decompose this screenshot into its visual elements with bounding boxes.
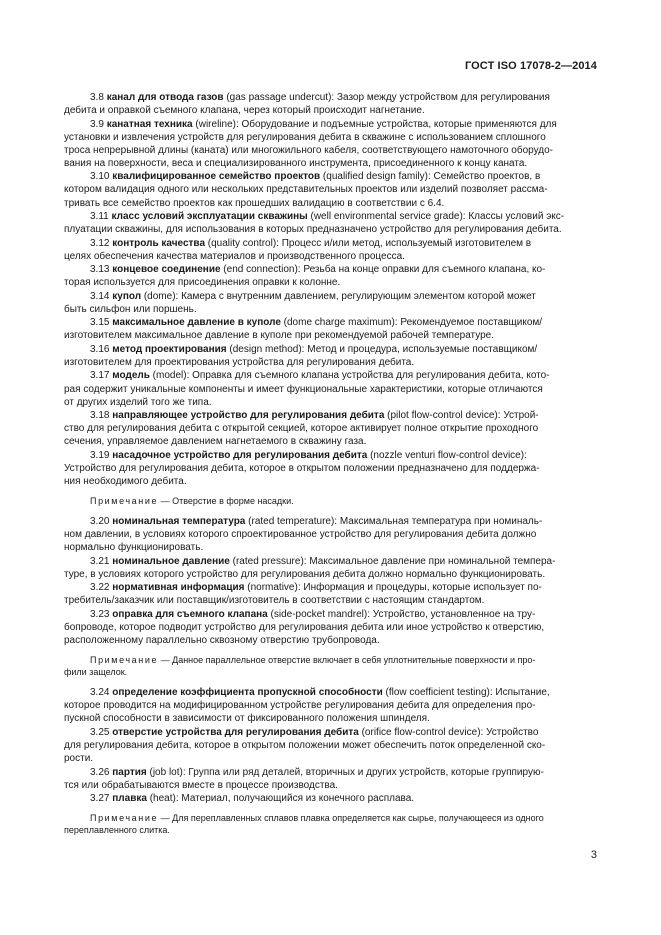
term-number: 3.20 [90, 516, 113, 528]
definition-entry [64, 766, 597, 792]
note-label: Примечание [90, 655, 159, 666]
definition-line: целях обеспечения качества материалов и производственного процесса. [64, 250, 405, 262]
definition-text: Испытание, [495, 687, 550, 699]
definition-line: изготовителем для проектирования устройства для регулирования дебита. [64, 357, 415, 368]
definition-line: Устройство для регулирования дебита, которое в открытом положении предназначено для поддержа- [64, 462, 540, 474]
document-body [64, 91, 597, 844]
definition-line: расположенному параллельно сквозному отверстию трубопровода. [64, 635, 380, 647]
definition-line: тся или обрабатываются вместе в процессе производства. [64, 779, 338, 791]
term-english: (job lot): [146, 766, 189, 778]
term-number: 3.14 [90, 290, 113, 302]
definition-entry [64, 686, 597, 725]
term-english: (qualified design family): [320, 171, 434, 183]
definition-entry [64, 409, 597, 448]
term-english: (quality control): [205, 237, 282, 249]
definition-first-line [64, 369, 597, 382]
definition-line: рости. [64, 753, 94, 765]
definition-text: Метод и процедура, используемые поставщиком/ [307, 343, 538, 355]
definition-first-line [64, 686, 597, 699]
definition-entry [64, 792, 597, 805]
term-english: (model): [149, 370, 193, 382]
term-number: 3.21 [90, 555, 113, 567]
definition-line: плуатации скважины, для использования в которых предназначено устройство для регулирования дебита. [64, 224, 562, 236]
term-number: 3.26 [90, 766, 113, 778]
term-name: максимальное давление в куполе [112, 317, 281, 329]
term-number: 3.27 [90, 793, 113, 805]
term-english: (normative): [244, 582, 304, 594]
definition-first-line [64, 237, 597, 250]
definition-entry [64, 290, 597, 316]
term-number: 3.19 [90, 449, 113, 461]
definition-first-line [64, 290, 597, 303]
term-number: 3.12 [90, 237, 113, 249]
note-label: Примечание [90, 813, 159, 824]
note-text: — Отверстие в форме насадки. [158, 496, 294, 507]
term-number: 3.13 [90, 264, 113, 276]
term-name: отверстие устройства для регулирования дебита [112, 726, 359, 738]
definition-first-line [64, 409, 597, 422]
definition-text: Информация и процедуры, которые использует по- [303, 582, 542, 594]
note-text: — Для переплавленных сплавов плавка определяется как сырье, получающееся из одного [158, 813, 544, 824]
term-english: (wireline): [192, 118, 242, 130]
term-english: (dome): [141, 290, 182, 302]
definition-first-line [64, 555, 597, 568]
definition-line: которое проводится на модифицированном устройстве регулирования дебита для определения про- [64, 700, 536, 712]
term-name: номинальное давление [112, 555, 230, 567]
note-line: переплавленного слитка. [64, 825, 170, 836]
term-name: плавка [112, 793, 147, 805]
note-line [64, 495, 597, 507]
definition-text: Рекомендуемое поставщиком/ [400, 317, 543, 329]
definition-entry [64, 515, 597, 554]
note-nozzle [64, 495, 597, 507]
term-english: (rated temperature): [245, 516, 340, 528]
definition-text: Устрой- [503, 410, 539, 422]
definition-first-line [64, 316, 597, 329]
definition-entry [64, 555, 597, 581]
definition-text: Зазор между устройством для регулирования [336, 92, 550, 103]
term-number: 3.15 [90, 317, 113, 329]
term-number: 3.16 [90, 343, 113, 355]
term-name: канатная техника [106, 118, 193, 130]
definition-entry [64, 263, 597, 289]
term-english: (dome charge maximum): [280, 317, 401, 329]
definition-line: быть сильфон или поршень. [64, 303, 197, 315]
term-english: (orifice flow-control device): [358, 726, 487, 738]
definition-first-line [64, 608, 597, 621]
note-parallel-bore [64, 654, 597, 678]
definition-first-line [64, 449, 597, 462]
definition-first-line [64, 263, 597, 276]
definition-line: дебита и оправкой съемного клапана, через который происходит нагнетание. [64, 105, 425, 117]
term-number: 3.17 [90, 370, 113, 382]
definition-entry [64, 726, 597, 765]
definition-line: изготовителем максимальное давление в куполе при рекомендуемой рабочей температуре. [64, 330, 495, 342]
term-english: (design method): [226, 343, 308, 355]
definition-line: рая содержит уникальные компоненты и имеет функциональные характеристики, которые отличаются [64, 383, 543, 395]
definition-line: туре, в условиях которого устройство для регулирования дебита должно нормально функционировать. [64, 568, 546, 580]
definition-entry [64, 581, 597, 607]
definition-line: ном давлении, в условиях которого спроектированное устройство для регулирования дебита должно [64, 529, 537, 541]
definition-text: Максимальная температура при номиналь- [339, 516, 543, 528]
term-name: оправка для съемного клапана [112, 608, 268, 620]
term-name: насадочное устройство для регулирования дебита [112, 449, 368, 461]
definition-text: Группа или ряд деталей, вторичных и других устройств, которые группирую- [188, 766, 544, 778]
definition-line: троса непрерывной длины (каната) или многожильного кабеля, соответствующего намоточного оборудо- [64, 144, 553, 156]
term-english: (rated pressure): [229, 555, 310, 567]
term-name: квалифицированное семейство проектов [112, 171, 321, 183]
definition-entry [64, 91, 597, 117]
definition-line: от других изделий того же типа. [64, 396, 212, 408]
definition-first-line [64, 343, 597, 356]
definition-text: Резьба на конце оправки для съемного клапана, ко- [303, 264, 546, 276]
definition-first-line [64, 515, 597, 528]
definition-entry [64, 118, 597, 170]
note-line [64, 812, 597, 824]
definition-line: сечения, управляемое давлением нагнетаемого в скважину газа. [64, 436, 367, 448]
note-label: Примечание [90, 496, 159, 507]
definition-text: Оборудование и подъемные устройства, которые применяются для [241, 118, 557, 130]
definition-text: Устройство [486, 726, 539, 738]
term-english: (flow coefficient testing): [382, 687, 496, 699]
definition-line: котором валидация одного или нескольких представительных проектов или изделий позволяет рассма- [64, 184, 548, 196]
definition-line: бопроводе, которое подводит устройство для регулирования дебита или иное устройство к отверстию, [64, 622, 545, 634]
term-name: концевое соединение [112, 264, 221, 276]
definition-first-line [64, 766, 597, 779]
term-english: (pilot flow-control device): [384, 410, 504, 422]
definition-line: торая используется для присоединения оправки к колонне. [64, 277, 341, 289]
definition-entry [64, 210, 597, 236]
term-number: 3.10 [90, 171, 113, 183]
term-name: нормативная информация [112, 582, 245, 594]
term-name: купол [112, 290, 142, 302]
definition-line: тривать все семейство проектов как прошедших валидацию в соответствии с 6.4. [64, 197, 445, 209]
note-line [64, 654, 597, 666]
term-english: (gas passage undercut): [223, 92, 337, 103]
document-header: ГОСТ ISO 17078-2—2014 [464, 60, 597, 72]
definition-text: Классы условий экс- [468, 211, 565, 223]
definition-line: нормально функционировать. [64, 542, 204, 554]
page-number: 3 [590, 849, 597, 861]
term-number: 3.23 [90, 608, 113, 620]
term-english: (heat): [146, 793, 182, 805]
definition-first-line [64, 581, 597, 594]
definition-entry [64, 608, 597, 647]
definition-first-line [64, 91, 597, 104]
note-heat [64, 812, 597, 836]
definition-line: установки и извлечения устройств для регулирования дебита в скважине с использованием сплошного [64, 131, 546, 143]
term-number: 3.22 [90, 582, 113, 594]
term-name: модель [112, 370, 150, 382]
definition-line: требитель/заказчик или поставщик/изготовитель в соответствии с настоящим стандартом. [64, 595, 485, 607]
term-english: (well environmental service grade): [307, 211, 469, 223]
definition-first-line [64, 792, 597, 805]
definition-text: Камера с внутренним давлением, регулирующим элементом которой может [181, 290, 536, 302]
term-name: канал для отвода газов [106, 92, 224, 103]
definition-first-line [64, 170, 597, 183]
term-number: 3.25 [90, 726, 113, 738]
term-name: класс условий эксплуатации скважины [111, 211, 308, 223]
term-name: партия [112, 766, 147, 778]
term-english: (side-pocket mandrel): [267, 608, 373, 620]
term-number: 3.8 [90, 92, 107, 103]
definition-entry [64, 343, 597, 369]
definition-entry [64, 170, 597, 209]
term-english: (nozzle venturi flow-control device): [367, 449, 527, 461]
term-name: направляющее устройство для регулирования дебита [112, 410, 385, 422]
definition-text: Материал, получающийся из конечного расплава. [181, 793, 415, 805]
definition-entry [64, 369, 597, 408]
definition-entry [64, 449, 597, 488]
definition-text: Оправка для съемного клапана устройства для регулирования дебита, кото- [192, 370, 550, 382]
term-english: (end connection): [220, 264, 304, 276]
definition-line: для регулирования дебита, которое в открытом положении может обеспечить поток определенной ско- [64, 739, 546, 751]
definition-line: пускной способности в зависимости от фиксированного положения шпинделя. [64, 713, 430, 725]
definition-line: ство для регулирования дебита с открытой секцией, которое активирует полное открытие проходного [64, 423, 539, 435]
definition-first-line [64, 726, 597, 739]
note-line: фили защелок. [64, 667, 128, 678]
definition-entry [64, 237, 597, 263]
term-name: номинальная температура [112, 516, 246, 528]
definition-text: Устройство, установленное на тру- [372, 608, 536, 620]
definition-line: ния необходимого дебита. [64, 476, 187, 488]
term-name: метод проектирования [112, 343, 227, 355]
definition-entry [64, 316, 597, 342]
definition-first-line [64, 118, 597, 131]
term-name: определение коэффициента пропускной способности [112, 687, 383, 699]
note-text: — Данное параллельное отверстие включает в себя уплотнительные поверхности и про- [158, 655, 536, 666]
term-number: 3.11 [90, 211, 112, 223]
definition-first-line [64, 210, 597, 223]
definition-text: Семейство проектов, в [433, 171, 541, 183]
term-number: 3.24 [90, 687, 113, 699]
term-number: 3.18 [90, 410, 113, 422]
definition-text: Процесс и/или метод, используемый изготовителем в [281, 237, 532, 249]
term-number: 3.9 [90, 118, 107, 130]
term-name: контроль качества [112, 237, 206, 249]
definition-line: вания на поверхности, веса и специализированного инструмента, присоединенного к концу каната. [64, 157, 528, 169]
definition-text: Максимальное давление при номинальной темпера- [309, 555, 556, 567]
